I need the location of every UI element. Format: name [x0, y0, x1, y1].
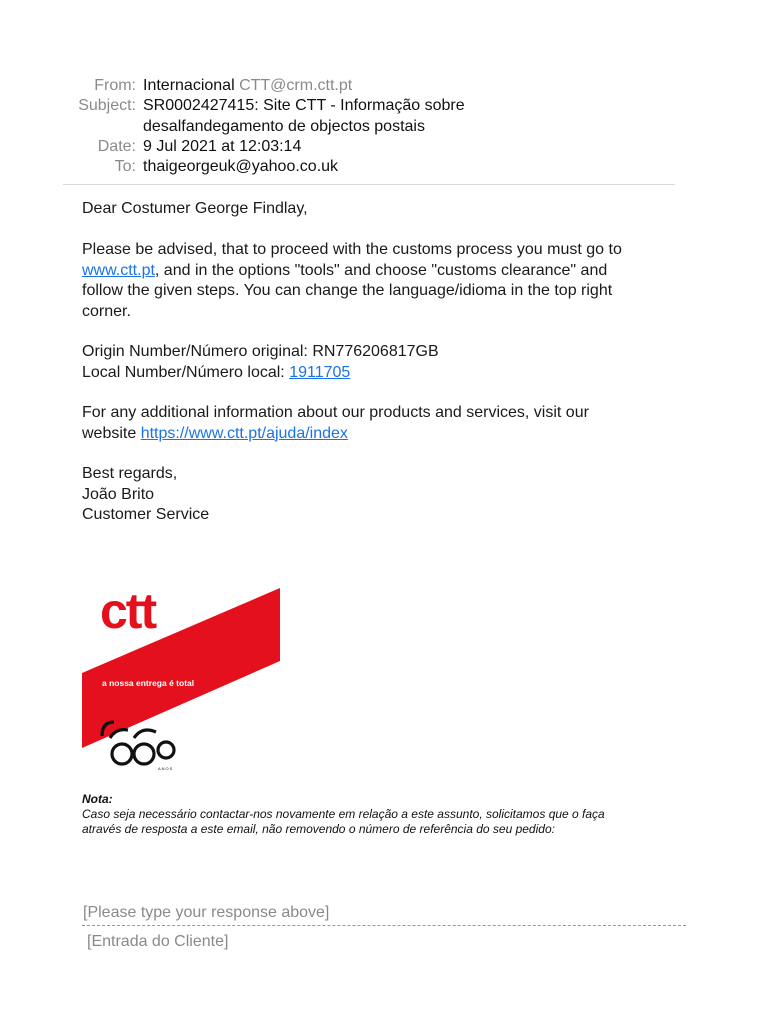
signer-name: João Brito — [82, 485, 155, 503]
signature — [82, 464, 209, 526]
info-line-1: For any additional information about our products and services, visit our — [82, 404, 589, 421]
ctt-logo — [82, 578, 282, 778]
paragraph-instructions — [82, 240, 702, 322]
signoff: Best regards, — [82, 465, 178, 482]
origin-number-value: RN776206817GB — [312, 343, 439, 360]
header-divider — [63, 184, 675, 185]
help-link[interactable]: https://www.ctt.pt/ajuda/index — [140, 424, 348, 442]
to-label: To: — [114, 158, 136, 175]
local-number-link[interactable]: 1911705 — [289, 363, 351, 381]
client-entry-label: [Entrada do Cliente] — [87, 933, 229, 950]
instructions-line-3: follow the given steps. You can change the language/idioma in the top right — [82, 282, 613, 299]
logo-tagline: a nossa entrega é total — [102, 678, 195, 688]
greeting: Dear Costumer George Findlay, — [82, 200, 308, 217]
instructions-line-4: corner. — [82, 302, 131, 320]
subject-label: Subject: — [78, 97, 136, 114]
from-label-abs: From: — [94, 77, 136, 94]
signer-department: Customer Service — [82, 506, 210, 523]
nota-text-line-2: através de resposta a este email, não removendo o número de referência do seu pedido: — [82, 822, 555, 836]
instructions-line-1: Please be advised, that to proceed with the customs process you must go to — [82, 241, 622, 258]
local-number-row — [82, 363, 439, 384]
reference-numbers — [82, 342, 439, 383]
instructions-line-2-text: , and in the options "tools" and choose "customs clearance" and — [154, 261, 608, 279]
to-value[interactable]: thaigeorgeuk@yahoo.co.uk — [143, 158, 339, 175]
nota-block — [82, 792, 702, 837]
subject-line-2: desalfandegamento de objectos postais — [143, 118, 425, 135]
logo-anos-text: ANOS — [158, 766, 174, 771]
nota-title: Nota: — [82, 792, 113, 806]
info-line-2 — [82, 424, 589, 445]
origin-number-row — [82, 342, 439, 363]
info-line-2-prefix: website — [82, 424, 141, 442]
from-value — [143, 76, 352, 96]
local-number-label: Local Number/Número local: — [82, 363, 290, 381]
subject-line-1: SR0002427415: Site CTT - Informação sobre — [143, 97, 465, 114]
from-email[interactable]: CTT@crm.ctt.pt — [239, 77, 353, 94]
ctt-home-link[interactable]: www.ctt.pt — [82, 261, 155, 279]
date-label: Date: — [97, 138, 136, 155]
logo-brand-text: ctt — [100, 583, 156, 639]
response-divider — [82, 925, 686, 926]
response-prompt: [Please type your response above] — [83, 904, 330, 921]
paragraph-info — [82, 403, 589, 444]
nota-text-line-1: Caso seja necessário contactar-nos novamente em relação a este assunto, solicitamos que o faça — [82, 807, 605, 821]
instructions-line-2 — [82, 261, 702, 282]
date-value: 9 Jul 2021 at 12:03:14 — [143, 138, 302, 155]
from-name: Internacional — [143, 77, 235, 94]
origin-number-label: Origin Number/Número original: — [82, 343, 313, 360]
